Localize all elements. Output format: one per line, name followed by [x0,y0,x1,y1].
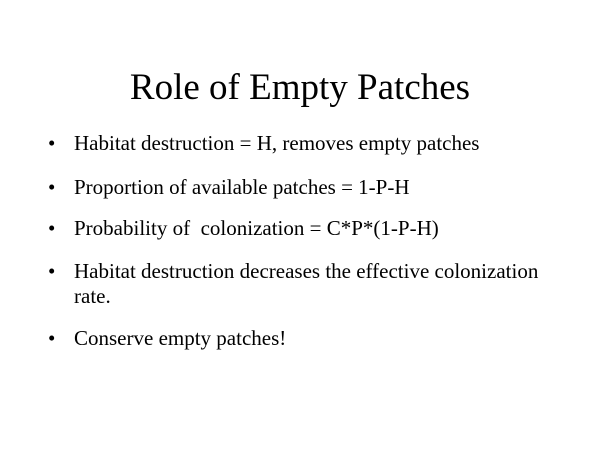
bullet-icon: • [48,175,56,199]
bullet-text: Habitat destruction decreases the effective colonization rate. [74,259,544,308]
bullet-text: Habitat destruction = H, removes empty patches [74,131,480,155]
bullet-text: Conserve empty patches! [74,326,287,350]
bullet-icon: • [48,131,56,155]
bullet-item [48,175,568,200]
slide-title: Role of Empty Patches [129,67,471,108]
bullet-item [48,131,568,156]
bullet-item [48,259,568,309]
bullet-icon: • [48,326,56,350]
bullet-text: Probability of colonization = C*P*(1-P-H) [74,216,439,240]
bullet-icon: • [48,259,56,283]
bullet-item [48,216,568,241]
bullet-item [48,326,568,351]
bullet-text: Proportion of available patches = 1-P-H [74,175,410,199]
bullet-icon: • [48,216,56,240]
